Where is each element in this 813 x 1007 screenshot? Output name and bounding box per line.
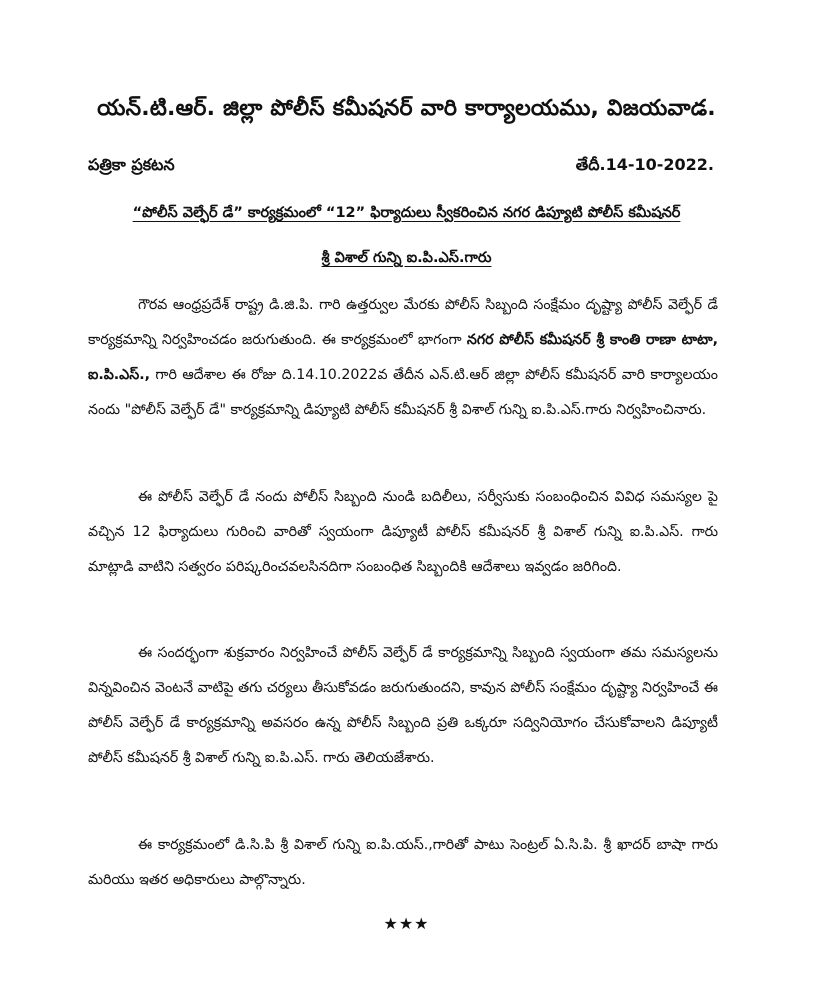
headline-line-1: [0, 205, 813, 225]
release-date: తేదీ.14-10-2022.: [575, 155, 714, 174]
office-title: యన్.టి.ఆర్. జిల్లా పోలీస్ కమీషనర్ వారి కార్యాలయము, విజయవాడ.: [97, 96, 716, 121]
paragraph-4: ఈ కార్యక్రమంలో డి.సి.పి శ్రీ విశాల్ గున్ని ఐ.పి.యస్.,గారితో పాటు సెంట్రల్ ఏ.సి.పి. శ్రీ ఖాదర్ బాషా గారు మరియు ఇతర అధికారులు పాల్గొన్నారు.: [88, 837, 718, 888]
paragraph-1: [88, 288, 718, 428]
paragraph-3: ఈ సందర్భంగా శుక్రవారం నిర్వహించే పోలీస్ వెల్ఫేర్ డే కార్యక్రమాన్ని సిబ్బంది స్వయంగా తమ సమస్యలను విన్నవించిన వెంటనే వాటిపై తగు చర్యలు తీసుకోవడం జరుగుతుందని, కావున పోలీస్ సంక్షేమం దృష్ట్యా నిర్వహించే ఈ పోలీస్ వెల్ఫేర్ డే కార్యక్రమాన్ని అవసరం ఉన్న పోలీస్ సిబ్బంది ప్రతి ఒక్కరూ సద్వినియోగం చేసుకోవాలని డిప్యూటీ పోలీస్ కమీషనర్ శ్రీ విశాల్ గున్ని ఐ.పి.ఎస్. గారు తెలియజేశారు.: [88, 645, 718, 766]
paragraph-1-rest: గారి ఆదేశాల ఈ రోజు ది.14.10.2022వ తేదీన ఎన్.టి.ఆర్ జిల్లా పోలీస్ కమీషనర్ వారి కార్యాలయం నందు "పోలీస్ వెల్ఫేర్ డే" కార్యక్రమాన్ని డిప్యూటి పోలీస్ కమీషనర్ శ్రీ విశాల్ గున్ని ఐ.పి.ఎస్.గారు నిర్వహించినారు.: [88, 367, 718, 418]
end-stars: ★★★: [383, 914, 430, 933]
headline-line-2-text: శ్రీ విశాల్ గున్ని ఐ.పి.ఎస్.గారు: [321, 250, 492, 266]
paragraph-1-commissioner: నగర పోలీస్ కమీషనర్ శ్రీ కాంతి రాణా టాటా, ఐ.పి.ఎస్.,: [88, 332, 718, 383]
paragraph-2: ఈ పోలీస్ వెల్ఫేర్ డే నందు పోలీస్ సిబ్బంది నుండి బదిలీలు, సర్వీసుకు సంబంధించిన వివిధ సమస్యల పై వచ్చిన 12 ఫిర్యాదులు గురించి వారితో స్వయంగా డిప్యూటీ పోలీస్ కమీషనర్ శ్రీ విశాల్ గున్ని ఐ.పి.ఎస్. గారు మాట్లాడి వాటిని సత్వరం పరిష్కరించవలసినదిగా సంబంధిత సిబ్బందికి ఆదేశాలు ఇవ్వడం జరిగింది.: [88, 489, 718, 575]
paragraph-1-intro: గౌరవ ఆంధ్రప్రదేశ్ రాష్ట్ర డి.జి.పి. గారి ఉత్తర్వుల మేరకు పోలీస్ సిబ్బంది సంక్షేమం దృష్ట్యా పోలీస్ వెల్ఫేర్ డే కార్యక్రమాన్ని నిర్వహించడం జరుగుతుంది. ఈ కార్యక్రమంలో భాగంగా: [88, 297, 718, 348]
headline-line-1-text: “పోలీస్ వెల్ఫేర్ డే” కార్యక్రమంలో “12” ఫిర్యాదులు స్వీకరించిన నగర డిప్యూటి పోలీస్ కమీషనర్: [132, 205, 681, 221]
press-release-label: పత్రికా ప్రకటన: [88, 155, 175, 174]
headline-line-2: [0, 250, 813, 270]
